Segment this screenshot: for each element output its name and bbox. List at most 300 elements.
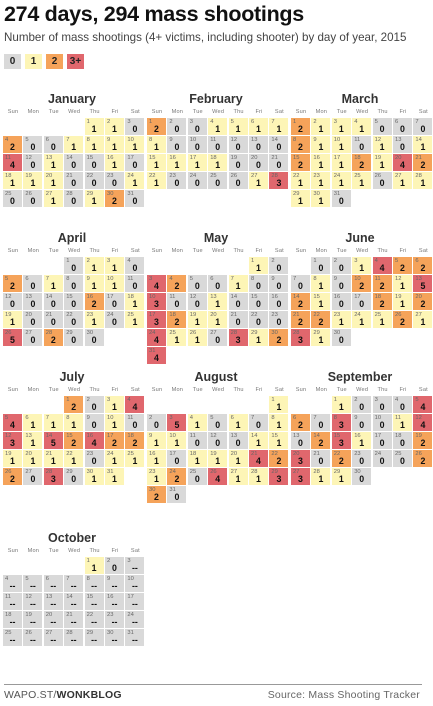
shooting-count: 1 [112, 281, 117, 291]
shooting-count: 4 [154, 335, 159, 345]
day-number: 7 [66, 137, 70, 143]
day-number: 20 [45, 173, 53, 179]
day-number: 18 [5, 612, 12, 618]
weekday-label: Fri [399, 109, 407, 115]
day-number: 25 [169, 330, 176, 336]
day-cell [249, 257, 268, 274]
day-cell [64, 329, 83, 346]
shooting-count: -- [111, 635, 118, 645]
shooting-count: 0 [154, 420, 159, 430]
day-number: 23 [107, 612, 114, 618]
shooting-count: 1 [338, 474, 344, 484]
credit-prefix: WAPO.ST/ [4, 689, 57, 701]
day-number: 9 [169, 137, 173, 143]
day-number: 26 [395, 312, 402, 318]
weekday-label: Tue [336, 109, 347, 115]
shooting-count: 2 [276, 335, 282, 345]
shooting-count: 0 [10, 196, 15, 206]
day-cell [125, 118, 144, 135]
day-number: 17 [354, 294, 361, 300]
shooting-count: 1 [30, 178, 36, 188]
day-cell [125, 593, 144, 610]
day-number: 18 [5, 173, 12, 179]
shooting-count: 2 [112, 438, 117, 448]
weekday-label: Sat [418, 387, 428, 393]
day-cell [413, 275, 432, 292]
shooting-count: 0 [174, 492, 180, 502]
day-number: 16 [333, 294, 341, 300]
day-number: 13 [395, 137, 402, 143]
day-number: 9 [271, 276, 275, 282]
day-number: 14 [230, 294, 238, 300]
day-number: 7 [45, 415, 50, 421]
shooting-count: 0 [174, 178, 180, 188]
day-cell [188, 154, 207, 171]
weekday-label: Thu [233, 248, 244, 254]
day-number: 8 [149, 137, 153, 143]
day-number: 2 [149, 415, 153, 421]
shooting-count: 0 [112, 178, 117, 188]
day-number: 30 [271, 330, 278, 336]
day-number: 16 [354, 433, 361, 439]
shooting-count: 1 [112, 124, 117, 134]
day-number: 15 [66, 294, 73, 300]
shooting-count: 1 [194, 335, 200, 345]
shooting-count: 1 [30, 438, 36, 448]
day-cell [85, 190, 104, 207]
day-number: 7 [313, 415, 317, 421]
day-cell [229, 311, 248, 328]
day-cell [105, 275, 124, 292]
day-number: 9 [149, 433, 153, 439]
day-number: 17 [333, 155, 341, 161]
shooting-count: 1 [91, 563, 97, 573]
weekday-label: Wed [212, 387, 225, 393]
shooting-count: 1 [256, 178, 261, 188]
shooting-count: 1 [154, 474, 159, 484]
day-cell [208, 118, 227, 135]
shooting-count: 1 [400, 178, 405, 188]
day-number: 9 [86, 276, 90, 282]
day-cell [105, 557, 124, 574]
day-number: 11 [169, 294, 176, 300]
day-cell [147, 486, 166, 503]
day-number: 13 [25, 294, 32, 300]
shooting-count: 2 [359, 160, 365, 170]
shooting-count: 0 [276, 263, 282, 273]
weekday-label: Sun [151, 387, 163, 393]
shooting-count: 2 [400, 263, 405, 273]
shooting-count: 1 [338, 317, 344, 327]
shooting-count: 2 [174, 281, 180, 291]
day-cell [167, 172, 186, 189]
shooting-count: 0 [338, 281, 344, 291]
day-number: 21 [313, 451, 320, 457]
day-number: 8 [313, 276, 317, 282]
day-cell [393, 118, 412, 135]
shooting-count: 0 [420, 124, 426, 134]
day-cell [85, 414, 104, 431]
day-cell [23, 190, 42, 207]
shooting-count: 1 [318, 335, 324, 345]
weekday-label: Thu [89, 548, 100, 554]
shooting-count: 3 [298, 456, 303, 466]
day-cell [125, 414, 144, 431]
shooting-count: 1 [132, 178, 138, 188]
day-number: 2 [271, 258, 275, 264]
day-number: 14 [45, 433, 53, 439]
shooting-count: 0 [194, 124, 200, 134]
shooting-count: 0 [298, 438, 303, 448]
day-cell [125, 450, 144, 467]
shooting-count: -- [9, 617, 16, 627]
day-cell [105, 593, 124, 610]
day-number: 13 [415, 276, 422, 282]
day-cell [413, 118, 432, 135]
shooting-count: 1 [338, 160, 344, 170]
day-number: 14 [66, 594, 73, 600]
day-number: 14 [66, 155, 73, 161]
day-number: 2 [107, 558, 111, 564]
shooting-count: 3 [235, 335, 241, 345]
chart-subtitle: Number of mass shootings (4+ victims, including shooter) by day of year, 2015 [4, 31, 407, 44]
day-number: 24 [107, 312, 114, 318]
day-cell [311, 154, 330, 171]
shooting-count: 2 [379, 299, 385, 309]
month-name: January [48, 92, 96, 106]
shooting-count: -- [50, 581, 57, 591]
day-number: 5 [210, 415, 214, 421]
shooting-count: -- [91, 599, 98, 609]
shooting-count: 1 [318, 281, 324, 291]
shooting-count: 0 [132, 196, 138, 206]
day-cell [291, 118, 310, 135]
day-cell [269, 311, 288, 328]
shooting-count: -- [131, 635, 138, 645]
day-cell [332, 414, 351, 431]
day-cell [64, 311, 83, 328]
shooting-count: 1 [215, 299, 221, 309]
day-cell [269, 450, 288, 467]
day-cell [125, 257, 144, 274]
shooting-count: 1 [174, 438, 180, 448]
day-number: 5 [25, 576, 29, 582]
day-cell [3, 468, 22, 485]
day-cell [167, 468, 186, 485]
legend-item-one: 1 [25, 54, 42, 69]
day-number: 27 [25, 330, 32, 336]
shooting-count: 0 [400, 456, 405, 466]
day-number: 10 [127, 576, 134, 582]
day-cell [373, 172, 392, 189]
day-cell [352, 293, 371, 310]
month-name: February [189, 92, 243, 106]
day-cell [229, 118, 248, 135]
shooting-count: 5 [174, 420, 180, 430]
shooting-count: -- [50, 599, 57, 609]
day-cell [188, 414, 207, 431]
day-number: 12 [5, 294, 12, 300]
day-cell [125, 611, 144, 628]
day-cell [85, 468, 104, 485]
day-cell [291, 190, 310, 207]
shooting-count: 1 [132, 317, 138, 327]
shooting-count: 0 [235, 178, 241, 188]
shooting-count: 0 [256, 160, 261, 170]
day-cell [269, 432, 288, 449]
day-number: 6 [45, 137, 50, 143]
weekday-label: Thu [233, 109, 244, 115]
shooting-count: 4 [10, 420, 15, 430]
day-cell [188, 118, 207, 135]
day-cell [208, 468, 227, 485]
shooting-count: 1 [10, 178, 15, 188]
shooting-count: -- [29, 599, 36, 609]
day-cell [125, 275, 144, 292]
shooting-count: 2 [420, 438, 426, 448]
day-number: 30 [86, 469, 94, 475]
day-number: 1 [333, 397, 338, 403]
day-number: 19 [5, 451, 12, 457]
day-number: 21 [293, 312, 300, 318]
day-cell [393, 311, 412, 328]
month-january [3, 92, 141, 230]
day-number: 25 [127, 312, 134, 318]
shooting-count: 1 [359, 124, 365, 134]
day-number: 15 [66, 433, 73, 439]
shooting-count: -- [131, 581, 138, 591]
day-cell [269, 396, 288, 413]
shooting-count: 1 [256, 335, 261, 345]
shooting-count: 0 [71, 196, 77, 206]
day-cell [3, 329, 22, 346]
day-cell [64, 629, 83, 646]
weekday-label: Sun [151, 109, 163, 115]
day-cell [332, 118, 351, 135]
day-cell [249, 172, 268, 189]
day-cell [125, 629, 144, 646]
weekday-label: Sun [7, 387, 19, 393]
shooting-count: 0 [71, 299, 77, 309]
day-cell [167, 311, 186, 328]
day-cell [311, 311, 330, 328]
shooting-count: 0 [91, 456, 97, 466]
day-number: 31 [149, 348, 156, 354]
day-cell [23, 629, 42, 646]
day-cell [393, 275, 412, 292]
day-cell [249, 468, 268, 485]
weekday-label: Sun [295, 248, 307, 254]
shooting-count: 2 [379, 281, 385, 291]
day-cell [188, 450, 207, 467]
shooting-count: 1 [420, 142, 426, 152]
shooting-count: 0 [276, 299, 282, 309]
shooting-count: 0 [276, 281, 282, 291]
day-number: 22 [66, 451, 73, 457]
day-cell [23, 593, 42, 610]
day-number: 22 [251, 312, 258, 318]
shooting-count: 0 [400, 124, 405, 134]
shooting-count: 1 [379, 160, 385, 170]
day-cell [249, 118, 268, 135]
day-number: 12 [230, 137, 238, 143]
day-number: 28 [293, 330, 300, 336]
shooting-count: 2 [420, 160, 426, 170]
shooting-count: 0 [30, 335, 36, 345]
day-cell [85, 118, 104, 135]
shooting-count: 0 [174, 142, 180, 152]
day-number: 18 [354, 155, 361, 161]
day-cell [208, 432, 227, 449]
day-cell [105, 468, 124, 485]
day-cell [311, 329, 330, 346]
shooting-count: 1 [338, 142, 344, 152]
day-number: 12 [374, 137, 382, 143]
shooting-count: 0 [235, 160, 241, 170]
day-cell [44, 629, 63, 646]
shooting-count: 2 [298, 299, 303, 309]
shooting-count: 0 [400, 438, 405, 448]
shooting-count: 1 [318, 474, 324, 484]
day-number: 20 [45, 612, 53, 618]
shooting-count: 1 [174, 335, 180, 345]
day-number: 15 [86, 155, 94, 161]
shooting-count: 0 [235, 142, 241, 152]
day-cell [64, 468, 83, 485]
shooting-count: 0 [194, 142, 200, 152]
weekday-label: Mon [315, 109, 328, 115]
day-number: 27 [25, 469, 32, 475]
shooting-count: 0 [215, 178, 221, 188]
day-number: 23 [107, 173, 114, 179]
shooting-count: 1 [359, 317, 365, 327]
day-cell [208, 172, 227, 189]
day-number: 4 [210, 119, 214, 125]
shooting-count: 1 [318, 142, 324, 152]
day-number: 21 [45, 451, 53, 457]
shooting-count: 0 [71, 335, 77, 345]
shooting-count: 0 [338, 263, 344, 273]
day-cell [188, 275, 207, 292]
day-number: 11 [395, 415, 402, 421]
month-october [3, 531, 141, 669]
shooting-count: 2 [359, 281, 365, 291]
shooting-count: 1 [256, 124, 261, 134]
day-cell [291, 329, 310, 346]
day-cell [85, 329, 104, 346]
day-number: 3 [189, 119, 194, 125]
day-cell [208, 450, 227, 467]
shooting-count: 3 [298, 335, 303, 345]
day-cell [291, 468, 310, 485]
day-number: 13 [251, 137, 258, 143]
day-number: 2 [333, 258, 338, 264]
shooting-count: 0 [10, 299, 15, 309]
day-number: 11 [210, 137, 217, 143]
shooting-count: 1 [50, 420, 56, 430]
day-number: 17 [169, 451, 176, 457]
shooting-count: 0 [256, 142, 261, 152]
day-number: 24 [107, 451, 114, 457]
day-number: 19 [374, 155, 382, 161]
weekday-label: Tue [336, 387, 347, 393]
weekday-label: Sat [274, 109, 284, 115]
day-number: 11 [374, 276, 381, 282]
shooting-count: 1 [112, 160, 117, 170]
day-cell [125, 172, 144, 189]
day-cell [3, 311, 22, 328]
day-number: 28 [313, 469, 320, 475]
shooting-count: 1 [154, 456, 159, 466]
day-number: 31 [127, 630, 134, 636]
day-number: 10 [169, 433, 176, 439]
day-number: 8 [66, 276, 70, 282]
day-cell [167, 432, 186, 449]
month-july [3, 370, 141, 508]
day-number: 17 [189, 155, 197, 161]
day-cell [332, 154, 351, 171]
shooting-count: 0 [30, 142, 36, 152]
day-cell [332, 468, 351, 485]
shooting-count: 1 [235, 456, 241, 466]
day-cell [64, 136, 83, 153]
day-cell [332, 275, 351, 292]
day-cell [44, 468, 63, 485]
weekday-label: Sat [418, 248, 428, 254]
shooting-count: 0 [359, 456, 365, 466]
day-cell [188, 136, 207, 153]
shooting-count: 2 [154, 492, 159, 502]
shooting-count: -- [91, 617, 98, 627]
weekday-label: Wed [356, 387, 369, 393]
credit [4, 689, 122, 701]
day-number: 9 [107, 576, 111, 582]
day-cell [373, 414, 392, 431]
day-cell [3, 575, 22, 592]
day-cell [105, 311, 124, 328]
day-cell [85, 575, 104, 592]
day-cell [269, 293, 288, 310]
day-number: 16 [271, 294, 278, 300]
day-cell [229, 414, 248, 431]
day-number: 27 [395, 173, 402, 179]
day-number: 14 [45, 294, 53, 300]
day-cell [64, 611, 83, 628]
weekday-label: Tue [48, 109, 59, 115]
day-cell [413, 414, 432, 431]
weekday-label: Sun [7, 548, 19, 554]
shooting-count: 1 [194, 317, 200, 327]
shooting-count: 0 [379, 438, 385, 448]
day-cell [352, 136, 371, 153]
day-cell [147, 275, 166, 292]
shooting-count: 2 [298, 317, 303, 327]
day-cell [105, 611, 124, 628]
shooting-count: 1 [338, 124, 344, 134]
day-number: 20 [210, 312, 217, 318]
weekday-label: Mon [27, 248, 40, 254]
shooting-count: 2 [10, 281, 15, 291]
day-cell [23, 311, 42, 328]
day-number: 27 [251, 173, 258, 179]
day-cell [44, 593, 63, 610]
day-cell [44, 311, 63, 328]
day-cell [332, 311, 351, 328]
day-number: 29 [293, 191, 300, 197]
day-cell [332, 329, 351, 346]
shooting-count: 2 [10, 142, 15, 152]
shooting-count: 0 [359, 142, 365, 152]
